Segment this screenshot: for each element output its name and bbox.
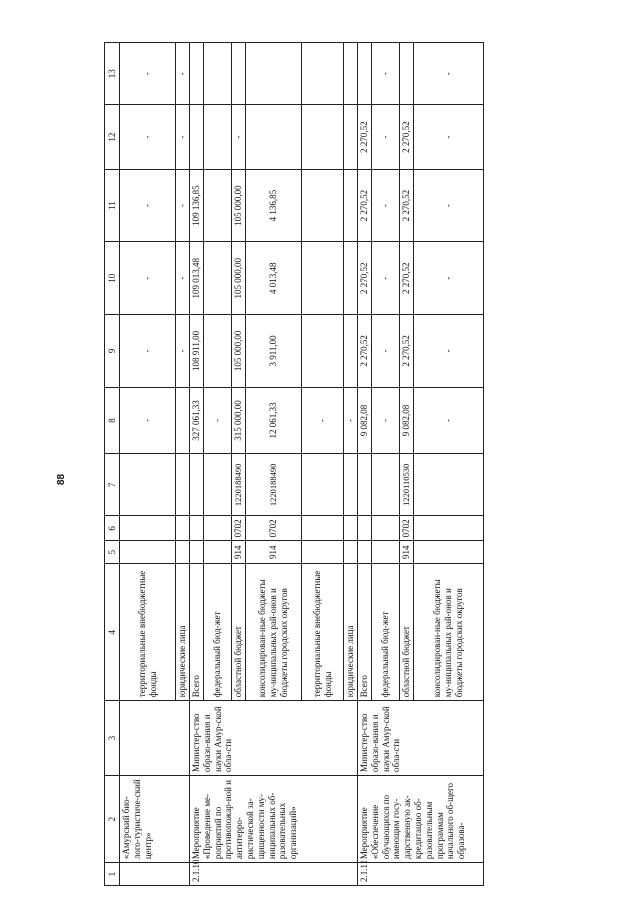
funding-source: Всего: [190, 564, 204, 701]
funding-source: федеральный бюд-жет: [204, 564, 232, 701]
table-row: «Амурский био-лого-туристиче-ский центр» территориальные внебюджетные фонды - - - - - -: [120, 43, 176, 886]
activity-name: Мероприятие «Проведение ме-роприятий по противопожар-ной и антитерро-ристической за-щищенности му-ниципальных об-разовательных организаций»: [190, 775, 358, 862]
table-row: областной бюджет 914 0702 1220110530 9 082,08 2 270,52 2 270,52 2 270,52 2 270,52: [400, 43, 414, 886]
funding-source: юридические лица: [344, 564, 358, 701]
funding-source: территориальные внебюджетные фонды: [120, 564, 176, 701]
funding-source: областной бюджет: [400, 564, 414, 701]
activity-name: Мероприятие «Обеспечение обучающихся по имеющим госу-дарственную ак-кредитацию об-разовательным программам начального об-щего образова-: [358, 775, 484, 862]
col-header-4: 4: [105, 564, 120, 701]
col-header-1: 1: [105, 863, 120, 886]
col-header-10: 10: [105, 242, 120, 315]
table-row: 2.1.10 Мероприятие «Проведение ме-роприятий по противопожар-ной и антитерро-ристической за-щищенности му-ниципальных об-разовательных организаций» Министер-ство образо-вания и науки Амур-ской обла-сти Всего 327 061,33 108 911,00 109 013,48 109 136,85: [190, 43, 204, 886]
executor: Министер-ство образо-вания и науки Амур-ской обла-сти: [190, 701, 358, 776]
col-header-6: 6: [105, 516, 120, 541]
col-header-3: 3: [105, 701, 120, 776]
table-row: юридические лица - - - - -: [176, 43, 190, 886]
table-row: федеральный бюд-жет - - - - - -: [372, 43, 400, 886]
page-number: 88: [56, 473, 68, 486]
activity-name: «Амурский био-лого-туристиче-ский центр»: [120, 775, 190, 862]
activity-number: 2.1.11: [358, 863, 484, 886]
col-header-12: 12: [105, 105, 120, 169]
col-header-7: 7: [105, 454, 120, 516]
table-row: консолидирован-ные бюджеты му-ниципальных рай-онов и бюджеты городских округов - - - - - -: [414, 43, 484, 886]
funding-source: Всего: [358, 564, 372, 701]
table-row: 2.1.11 Мероприятие «Обеспечение обучающихся по имеющим госу-дарственную ак-кредитацию об-разовательным программам начального об-щего образова- Министер-ство образо-вания и науки Амур-ской обла-сти Всего 9 082,08 2 270,52 2 270,52 2 270,52 2 270,52: [358, 43, 372, 886]
table-row: территориальные внебюджетные фонды -: [302, 43, 344, 886]
funding-source: федеральный бюд-жет: [372, 564, 400, 701]
col-header-11: 11: [105, 169, 120, 242]
col-header-13: 13: [105, 43, 120, 105]
funding-source: территориальные внебюджетные фонды: [302, 564, 344, 701]
funding-source: областной бюджет: [232, 564, 246, 701]
table-row: юридические лица -: [344, 43, 358, 886]
funding-source: консолидирован-ные бюджеты му-ниципальных рай-онов и бюджеты городских округов: [414, 564, 484, 701]
col-header-2: 2: [105, 775, 120, 862]
funding-source: консолидирован-ные бюджеты му-ниципальных рай-онов и бюджеты городских округов: [246, 564, 302, 701]
funding-source: юридические лица: [176, 564, 190, 701]
rotated-table-container: [104, 42, 534, 886]
rotated-table-area: [104, 42, 534, 886]
col-header-9: 9: [105, 315, 120, 388]
col-header-8: 8: [105, 387, 120, 453]
col-header-5: 5: [105, 541, 120, 564]
table-row: федеральный бюд-жет -: [204, 43, 232, 886]
table-row: областной бюджет 914 0702 1220188490 315 000,00 105 000,00 105 000,00 105 000,00 -: [232, 43, 246, 886]
header-row: [105, 43, 120, 886]
activity-number: 2.1.10: [190, 863, 358, 886]
table-row: консолидирован-ные бюджеты му-ниципальных рай-онов и бюджеты городских округов 914 0702 1220188490 12 061,33 3 911,00 4 013,48 4 136,85: [246, 43, 302, 886]
executor: Министер-ство образо-вания и науки Амур-ской обла-сти: [358, 701, 484, 776]
budget-table: [104, 42, 484, 886]
